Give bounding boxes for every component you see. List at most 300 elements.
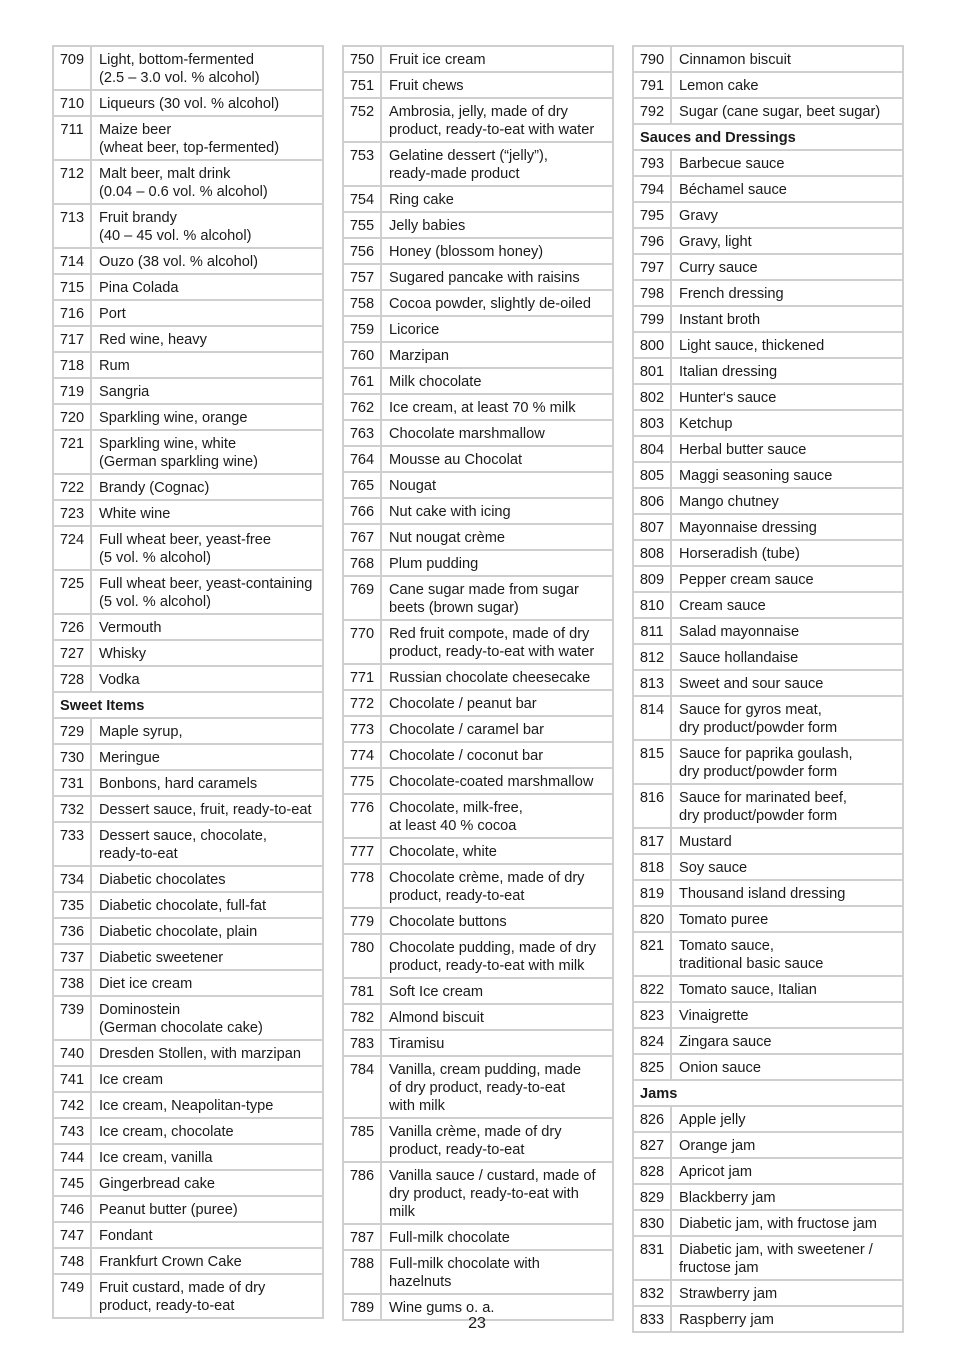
food-name: Jelly babies xyxy=(389,218,466,234)
table-row xyxy=(54,797,322,823)
food-code: 755 xyxy=(344,213,382,237)
food-name: Ketchup xyxy=(679,416,733,432)
table-row xyxy=(344,143,612,187)
food-name: Soft Ice cream xyxy=(389,984,484,1000)
food-code: 833 xyxy=(634,1307,672,1331)
table-row xyxy=(54,117,322,161)
table-row xyxy=(344,369,612,395)
table-row xyxy=(344,865,612,909)
table-row xyxy=(54,327,322,353)
table-row xyxy=(344,99,612,143)
food-code: 745 xyxy=(54,1171,92,1195)
table-row xyxy=(634,829,902,855)
food-name: Diabetic chocolate, plain xyxy=(99,924,258,940)
food-code: 711 xyxy=(54,117,92,159)
food-code: 725 xyxy=(54,571,92,613)
food-name: Maple syrup, xyxy=(99,724,183,740)
table-row xyxy=(54,945,322,971)
table-row xyxy=(54,1041,322,1067)
food-name: Cream sauce xyxy=(679,598,766,614)
food-name: Sauce for marinated beef, dry product/powder form xyxy=(679,790,847,824)
table-row xyxy=(54,47,322,91)
table-row xyxy=(634,203,902,229)
food-name: Ice cream xyxy=(99,1072,164,1088)
food-name: Chocolate, milk-free, at least 40 % cocoa xyxy=(389,800,523,834)
food-code: 743 xyxy=(54,1119,92,1143)
food-name: Chocolate-coated marshmallow xyxy=(389,774,594,790)
food-code: 761 xyxy=(344,369,382,393)
food-name: Full wheat beer, yeast-containing (5 vol. % alcohol) xyxy=(99,576,313,610)
food-code: 749 xyxy=(54,1275,92,1317)
food-name: Chocolate / coconut bar xyxy=(389,748,544,764)
food-name: Ouzo (38 vol. % alcohol) xyxy=(99,254,258,270)
food-code: 794 xyxy=(634,177,672,201)
food-code: 763 xyxy=(344,421,382,445)
food-name: Cocoa powder, slightly de-oiled xyxy=(389,296,591,312)
table-row xyxy=(344,621,612,665)
table-row xyxy=(634,1029,902,1055)
table-row xyxy=(634,1211,902,1237)
table-row xyxy=(344,769,612,795)
food-name: Full wheat beer, yeast-free (5 vol. % alcohol) xyxy=(99,532,271,566)
table-row xyxy=(634,307,902,333)
food-name: French dressing xyxy=(679,286,784,302)
food-code: 764 xyxy=(344,447,382,471)
table-row xyxy=(54,667,322,693)
food-name: Tomato sauce, Italian xyxy=(679,982,817,998)
table-row xyxy=(344,691,612,717)
table-row xyxy=(344,343,612,369)
table-row xyxy=(634,697,902,741)
food-code: 722 xyxy=(54,475,92,499)
table-row xyxy=(54,475,322,501)
table-row xyxy=(634,977,902,1003)
food-code: 760 xyxy=(344,343,382,367)
food-code: 736 xyxy=(54,919,92,943)
food-name: Zingara sauce xyxy=(679,1034,772,1050)
table-row xyxy=(634,907,902,933)
food-code: 781 xyxy=(344,979,382,1003)
table-row xyxy=(344,1225,612,1251)
food-code: 721 xyxy=(54,431,92,473)
food-name: Gelatine dessert (“jelly”), ready-made product xyxy=(389,148,548,182)
food-name: Soy sauce xyxy=(679,860,748,876)
table-row xyxy=(634,541,902,567)
food-name: Blackberry jam xyxy=(679,1190,776,1206)
food-name: Ring cake xyxy=(389,192,454,208)
food-code: 778 xyxy=(344,865,382,907)
food-name: Mayonnaise dressing xyxy=(679,520,817,536)
food-name: Malt beer, malt drink (0.04 – 0.6 vol. % alcohol) xyxy=(99,166,268,200)
food-code: 742 xyxy=(54,1093,92,1117)
food-code: 804 xyxy=(634,437,672,461)
table-row xyxy=(634,933,902,977)
table-row xyxy=(344,1005,612,1031)
food-name: Mousse au Chocolat xyxy=(389,452,523,468)
food-name: Diabetic chocolates xyxy=(99,872,226,888)
table-row xyxy=(634,1281,902,1307)
food-name: Red fruit compote, made of dry product, ready-to-eat with water xyxy=(389,626,595,660)
food-code: 831 xyxy=(634,1237,672,1279)
food-code: 710 xyxy=(54,91,92,115)
table-row xyxy=(344,665,612,691)
food-name: Rum xyxy=(99,358,130,374)
food-code: 732 xyxy=(54,797,92,821)
food-name: Sparkling wine, orange xyxy=(99,410,248,426)
food-name: Diabetic jam, with sweetener / fructose jam xyxy=(679,1242,873,1276)
food-code: 799 xyxy=(634,307,672,331)
food-code: 803 xyxy=(634,411,672,435)
table-row xyxy=(54,249,322,275)
food-name: Sauce for paprika goulash, dry product/powder form xyxy=(679,746,853,780)
food-code: 782 xyxy=(344,1005,382,1029)
food-code: 795 xyxy=(634,203,672,227)
food-code: 768 xyxy=(344,551,382,575)
food-code: 816 xyxy=(634,785,672,827)
food-name: Horseradish (tube) xyxy=(679,546,800,562)
table-row xyxy=(634,411,902,437)
food-code: 827 xyxy=(634,1133,672,1157)
table-column-1 xyxy=(52,45,324,1319)
food-name: Ice cream, at least 70 % milk xyxy=(389,400,576,416)
food-code: 741 xyxy=(54,1067,92,1091)
table-row xyxy=(54,867,322,893)
food-code: 811 xyxy=(634,619,672,643)
food-code: 786 xyxy=(344,1163,382,1223)
table-row xyxy=(54,405,322,431)
food-name: Vanilla sauce / custard, made of dry product, ready-to-eat with milk xyxy=(389,1168,596,1220)
food-name: Gingerbread cake xyxy=(99,1176,216,1192)
food-code: 800 xyxy=(634,333,672,357)
food-name: Fruit custard, made of dry product, ready-to-eat xyxy=(99,1280,266,1314)
table-row xyxy=(634,619,902,645)
food-code: 812 xyxy=(634,645,672,669)
table-row xyxy=(54,615,322,641)
food-name: Sparkling wine, white (German sparkling wine) xyxy=(99,436,258,470)
table-row xyxy=(54,919,322,945)
table-row xyxy=(54,1067,322,1093)
food-name: Bonbons, hard caramels xyxy=(99,776,258,792)
table-row xyxy=(344,795,612,839)
food-code: 775 xyxy=(344,769,382,793)
food-name: Meringue xyxy=(99,750,160,766)
food-code: 719 xyxy=(54,379,92,403)
food-code: 754 xyxy=(344,187,382,211)
food-name: Chocolate / caramel bar xyxy=(389,722,544,738)
food-name: Diet ice cream xyxy=(99,976,193,992)
food-code: 826 xyxy=(634,1107,672,1131)
food-name: Ice cream, chocolate xyxy=(99,1124,234,1140)
table-row xyxy=(634,1185,902,1211)
table-row xyxy=(344,291,612,317)
table-row xyxy=(634,385,902,411)
table-row xyxy=(634,1055,902,1081)
table-row xyxy=(634,671,902,697)
food-code: 817 xyxy=(634,829,672,853)
food-name: Sweet and sour sauce xyxy=(679,676,824,692)
table-row xyxy=(54,501,322,527)
food-code: 733 xyxy=(54,823,92,865)
food-name: Instant broth xyxy=(679,312,761,328)
food-name: Licorice xyxy=(389,322,440,338)
food-code: 821 xyxy=(634,933,672,975)
table-row xyxy=(634,741,902,785)
food-name: Dessert sauce, fruit, ready-to-eat xyxy=(99,802,312,818)
table-row xyxy=(344,935,612,979)
food-code: 776 xyxy=(344,795,382,837)
food-code: 726 xyxy=(54,615,92,639)
food-name: Pina Colada xyxy=(99,280,179,296)
food-name: Pepper cream sauce xyxy=(679,572,814,588)
table-row xyxy=(54,161,322,205)
food-name: Apricot jam xyxy=(679,1164,752,1180)
table-row xyxy=(344,839,612,865)
food-name: Vermouth xyxy=(99,620,162,636)
food-code: 813 xyxy=(634,671,672,695)
food-code: 717 xyxy=(54,327,92,351)
food-code: 820 xyxy=(634,907,672,931)
table-row xyxy=(344,1119,612,1163)
table-column-3 xyxy=(632,45,904,1333)
table-row xyxy=(344,499,612,525)
table-row xyxy=(344,525,612,551)
food-name: Herbal butter sauce xyxy=(679,442,807,458)
food-name: Diabetic chocolate, full-fat xyxy=(99,898,267,914)
table-row xyxy=(54,527,322,571)
food-name: Honey (blossom honey) xyxy=(389,244,544,260)
food-name: Port xyxy=(99,306,126,322)
food-name: Mango chutney xyxy=(679,494,779,510)
food-code: 744 xyxy=(54,1145,92,1169)
food-name: Maize beer (wheat beer, top-fermented) xyxy=(99,122,280,156)
food-name: Fruit brandy (40 – 45 vol. % alcohol) xyxy=(99,210,252,244)
food-code: 796 xyxy=(634,229,672,253)
food-name: Liqueurs (30 vol. % alcohol) xyxy=(99,96,280,112)
food-code: 814 xyxy=(634,697,672,739)
table-row xyxy=(634,99,902,125)
food-code: 723 xyxy=(54,501,92,525)
food-code: 750 xyxy=(344,47,382,71)
table-column-2 xyxy=(342,45,614,1321)
table-row xyxy=(54,997,322,1041)
food-code: 769 xyxy=(344,577,382,619)
food-name: Milk chocolate xyxy=(389,374,482,390)
table-row xyxy=(634,1133,902,1159)
food-code: 734 xyxy=(54,867,92,891)
table-row xyxy=(634,785,902,829)
food-code: 825 xyxy=(634,1055,672,1079)
food-code: 801 xyxy=(634,359,672,383)
table-row xyxy=(54,771,322,797)
food-code: 791 xyxy=(634,73,672,97)
table-row xyxy=(344,73,612,99)
table-row xyxy=(634,437,902,463)
food-name: Barbecue sauce xyxy=(679,156,785,172)
food-name: Tiramisu xyxy=(389,1036,445,1052)
food-code: 828 xyxy=(634,1159,672,1183)
food-name: Wine gums o. a. xyxy=(389,1300,495,1316)
food-code: 746 xyxy=(54,1197,92,1221)
food-code: 753 xyxy=(344,143,382,185)
food-code: 740 xyxy=(54,1041,92,1065)
table-row xyxy=(634,229,902,255)
food-name: Marzipan xyxy=(389,348,450,364)
food-code: 790 xyxy=(634,47,672,71)
food-code: 797 xyxy=(634,255,672,279)
food-code: 765 xyxy=(344,473,382,497)
food-code: 714 xyxy=(54,249,92,273)
table-row xyxy=(634,645,902,671)
table-row xyxy=(54,205,322,249)
food-code: 738 xyxy=(54,971,92,995)
food-name: Curry sauce xyxy=(679,260,758,276)
table-row xyxy=(634,333,902,359)
food-name: Tomato sauce, traditional basic sauce xyxy=(679,938,824,972)
section-heading: Jams xyxy=(634,1081,902,1107)
table-row xyxy=(54,353,322,379)
food-name: Sugar (cane sugar, beet sugar) xyxy=(679,104,881,120)
food-name: Fruit ice cream xyxy=(389,52,486,68)
food-code: 747 xyxy=(54,1223,92,1247)
food-code: 752 xyxy=(344,99,382,141)
food-name: Full-milk chocolate with hazelnuts xyxy=(389,1256,540,1290)
table-row xyxy=(54,971,322,997)
table-row xyxy=(634,515,902,541)
food-name: Hunter‘s sauce xyxy=(679,390,777,406)
food-code: 757 xyxy=(344,265,382,289)
food-name: Sauce hollandaise xyxy=(679,650,799,666)
food-name: Vanilla, cream pudding, made of dry product, ready-to-eat with milk xyxy=(389,1062,581,1114)
food-name: Ice cream, vanilla xyxy=(99,1150,213,1166)
table-row xyxy=(634,255,902,281)
food-code: 712 xyxy=(54,161,92,203)
table-row xyxy=(344,239,612,265)
food-name: Ambrosia, jelly, made of dry product, ready-to-eat with water xyxy=(389,104,595,138)
food-name: Béchamel sauce xyxy=(679,182,787,198)
food-code: 780 xyxy=(344,935,382,977)
food-name: Strawberry jam xyxy=(679,1286,778,1302)
food-code: 823 xyxy=(634,1003,672,1027)
table-row xyxy=(54,1223,322,1249)
food-name: Red wine, heavy xyxy=(99,332,207,348)
food-name: Brandy (Cognac) xyxy=(99,480,210,496)
food-code: 756 xyxy=(344,239,382,263)
food-code: 824 xyxy=(634,1029,672,1053)
table-row xyxy=(344,909,612,935)
food-code: 759 xyxy=(344,317,382,341)
food-name: Gravy xyxy=(679,208,718,224)
food-name: Lemon cake xyxy=(679,78,759,94)
table-row xyxy=(344,187,612,213)
table-row xyxy=(344,1163,612,1225)
food-code: 735 xyxy=(54,893,92,917)
food-name: Plum pudding xyxy=(389,556,479,572)
food-name: Chocolate crème, made of dry product, ready-to-eat xyxy=(389,870,585,904)
food-code: 806 xyxy=(634,489,672,513)
food-code: 819 xyxy=(634,881,672,905)
food-name: Italian dressing xyxy=(679,364,778,380)
table-row xyxy=(634,73,902,99)
table-row xyxy=(344,421,612,447)
food-code: 767 xyxy=(344,525,382,549)
table-row xyxy=(344,1031,612,1057)
table-row xyxy=(54,1119,322,1145)
food-name: Mustard xyxy=(679,834,732,850)
table-row xyxy=(54,1093,322,1119)
table-row xyxy=(634,1159,902,1185)
food-code: 766 xyxy=(344,499,382,523)
food-name: Cinnamon biscuit xyxy=(679,52,791,68)
table-row xyxy=(634,47,902,73)
table-row xyxy=(54,1249,322,1275)
table-row xyxy=(634,151,902,177)
food-name: Light sauce, thickened xyxy=(679,338,825,354)
table-row xyxy=(634,281,902,307)
table-row xyxy=(634,177,902,203)
food-code: 728 xyxy=(54,667,92,691)
table-row xyxy=(634,593,902,619)
food-code: 783 xyxy=(344,1031,382,1055)
table-row xyxy=(54,1171,322,1197)
section-heading: Sauces and Dressings xyxy=(634,125,902,151)
food-code: 789 xyxy=(344,1295,382,1319)
table-row xyxy=(344,47,612,73)
table-row xyxy=(344,447,612,473)
table-row xyxy=(54,301,322,327)
food-code: 777 xyxy=(344,839,382,863)
food-name: Gravy, light xyxy=(679,234,752,250)
table-row xyxy=(54,431,322,475)
food-code: 731 xyxy=(54,771,92,795)
food-code: 772 xyxy=(344,691,382,715)
table-row xyxy=(634,489,902,515)
food-name: Nut nougat crème xyxy=(389,530,506,546)
food-name: Maggi seasoning sauce xyxy=(679,468,833,484)
food-code: 718 xyxy=(54,353,92,377)
food-code: 739 xyxy=(54,997,92,1039)
food-name: Raspberry jam xyxy=(679,1312,774,1328)
table-row xyxy=(634,567,902,593)
food-name: Diabetic jam, with fructose jam xyxy=(679,1216,877,1232)
food-name: Thousand island dressing xyxy=(679,886,846,902)
food-code: 727 xyxy=(54,641,92,665)
table-row xyxy=(634,881,902,907)
food-name: Almond biscuit xyxy=(389,1010,484,1026)
food-name: Fondant xyxy=(99,1228,153,1244)
food-code: 785 xyxy=(344,1119,382,1161)
food-code: 793 xyxy=(634,151,672,175)
food-name: Sangria xyxy=(99,384,150,400)
table-row xyxy=(344,979,612,1005)
food-name: Nougat xyxy=(389,478,437,494)
table-row xyxy=(634,1003,902,1029)
food-code: 771 xyxy=(344,665,382,689)
food-code: 773 xyxy=(344,717,382,741)
table-row xyxy=(344,577,612,621)
food-name: Russian chocolate cheesecake xyxy=(389,670,591,686)
table-row xyxy=(54,823,322,867)
food-name: Vodka xyxy=(99,672,140,688)
food-code: 762 xyxy=(344,395,382,419)
food-code: 730 xyxy=(54,745,92,769)
food-name: Chocolate marshmallow xyxy=(389,426,545,442)
food-name: Sauce for gyros meat, dry product/powder form xyxy=(679,702,838,736)
food-name: Chocolate / peanut bar xyxy=(389,696,537,712)
food-name: Peanut butter (puree) xyxy=(99,1202,238,1218)
table-row xyxy=(344,317,612,343)
food-name: Dresden Stollen, with marzipan xyxy=(99,1046,301,1062)
food-code: 787 xyxy=(344,1225,382,1249)
